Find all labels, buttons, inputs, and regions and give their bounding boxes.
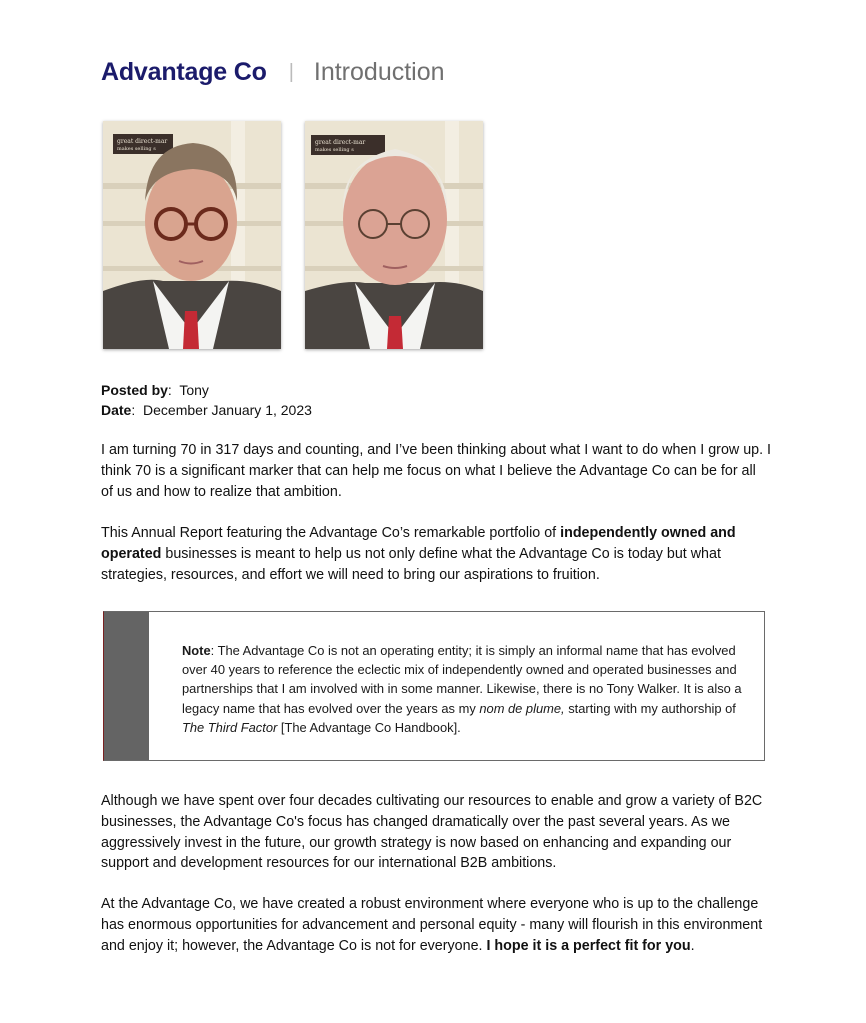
paragraph-text: This Annual Report featuring the Advantage Co’s remarkable portfolio of (101, 525, 561, 541)
brand-title: Advantage Co (101, 58, 267, 86)
posted-by-value: Tony (179, 382, 209, 398)
annual-report-paragraph (101, 523, 771, 585)
strategy-paragraph: Although we have spent over four decades cultivating our resources to enable and grow a variety of B2C businesses, the Advantage Co's focus has changed dramatically over the past several years. As we aggressively invest in the future, our growth strategy is now based on enhancing and expanding our support and development resources for our international B2B ambitions. (101, 793, 763, 872)
portrait-photos (103, 121, 483, 349)
title-separator: | (288, 61, 294, 83)
date-value: December January 1, 2023 (143, 402, 312, 418)
note-text (149, 612, 749, 760)
portrait-image (305, 121, 483, 349)
paragraph-emphasis: independently owned and operated (101, 525, 736, 562)
note-label: Note (182, 643, 211, 658)
svg-text:great direct-mar: great direct-mar (315, 139, 366, 146)
note-body: : The Advantage Co is not an operating entity; it is simply an informal name that has evolved over 40 years to reference the eclectic mix of independently owned and operated businesses and partnerships that I am involved with in some manner. Likewise, there is no Tony Walker. It is also a legacy name that has evolved over the years as my (182, 643, 742, 716)
note-accent-bar (104, 612, 149, 760)
date-label: Date (101, 402, 132, 418)
note-body: starting with my authorship of (564, 700, 736, 716)
section-title: Introduction (313, 58, 445, 86)
portrait-photo-younger (103, 121, 281, 349)
paragraph-emphasis: I hope it is a perfect fit for you (486, 937, 691, 954)
note-callout (103, 611, 765, 761)
note-body: [The Advantage Co Handbook]. (277, 719, 461, 735)
portrait-image (103, 121, 281, 349)
page-header (101, 58, 445, 87)
paragraph-text: At the Advantage Co, we have created a robust environment where everyone who is up to the challenge has enormous opportunities for advancement and personal equity - many will flourish in this environment and enjoy it; however, the Advantage Co is not for everyone. (101, 896, 763, 954)
paragraph-text: . (690, 937, 695, 954)
post-meta (101, 380, 312, 420)
svg-text:makes selling s: makes selling s (315, 147, 354, 153)
portrait-photo-older (305, 121, 483, 349)
note-italic: nom de plume, (479, 700, 565, 716)
posted-by-label: Posted by (101, 382, 168, 398)
posted-by-line: Posted by: Tony (101, 382, 209, 398)
book-title: The Third Factor (182, 719, 278, 735)
intro-paragraph: I am turning 70 in 317 days and counting, and I’ve been thinking about what I want to do when I grow up. I think 70 is a significant marker that can help me focus on what I believe the Advantage Co can be for all of us and how to realize that ambition. (101, 442, 772, 500)
date-line: Date: December January 1, 2023 (101, 402, 312, 418)
paragraph-text: businesses is meant to help us not only define what the Advantage Co is today but what strategies, resources, and effort we will need to bring our aspirations to fruition. (101, 545, 721, 583)
closing-paragraph (101, 894, 771, 956)
svg-text:makes selling s: makes selling s (117, 146, 156, 152)
svg-text:great direct-mar: great direct-mar (117, 138, 168, 145)
